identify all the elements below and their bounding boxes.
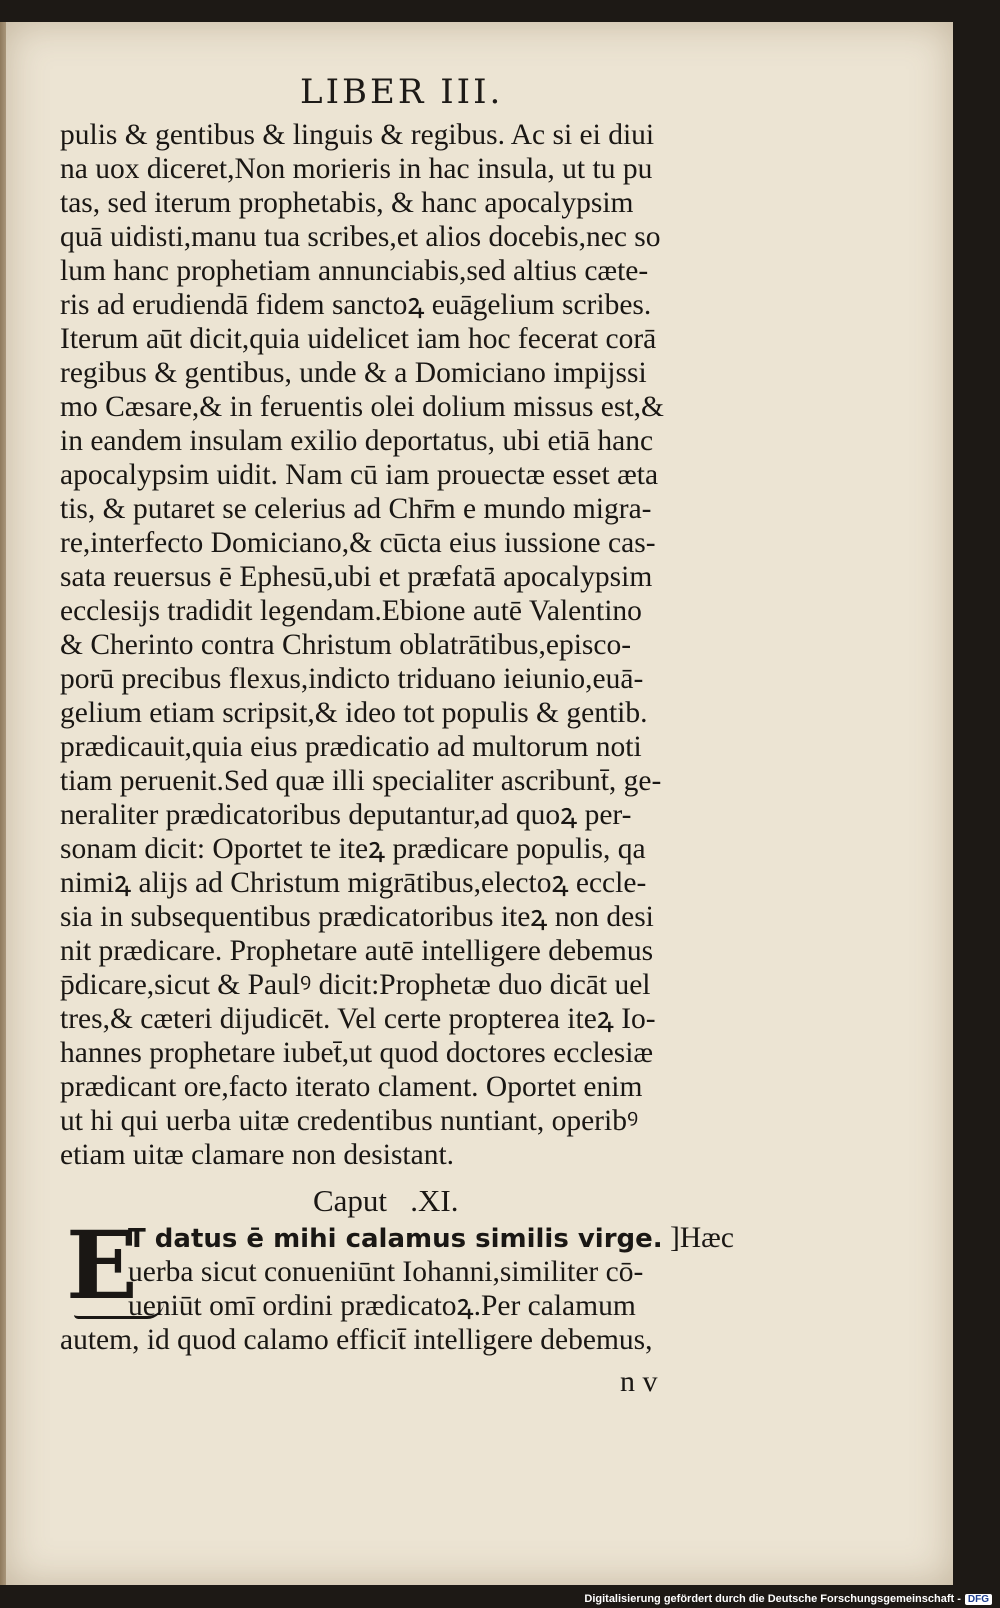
text-line: Iterum aūt dicit,quia uidelicet iam hoc fecerat corā (60, 323, 657, 355)
dfg-logo: DFG (965, 1594, 992, 1605)
text-line: sonam dicit: Oportet te iteꝝ prædicare populis, qa (60, 833, 646, 865)
text-line: & Cherinto contra Christum oblatrātibus,episco- (60, 629, 632, 661)
signature-mark: n v (620, 1365, 658, 1398)
chapter-heading: Caput .XI. (313, 1183, 459, 1218)
chapter-lemma: T datus ē mihi calamus similis virge. (128, 1224, 663, 1254)
text-line: nit prædicare. Prophetare autē intelligere debemus (60, 935, 654, 967)
text-line: uerba sicut conueniūnt Iohanni,similiter cō- (128, 1256, 644, 1288)
text-line: porū precibus flexus,indicto triduano ieiunio,euā- (60, 663, 644, 695)
text-line: regibus & gentibus, unde & a Domiciano impijssi (60, 357, 647, 389)
text-line: nimiꝝ alijs ad Christum migrātibus,electoꝝ eccle- (60, 867, 647, 899)
decorated-initial: E (66, 1211, 138, 1321)
text-line: autem, id quod calamo efficit̄ intelligere debemus, (60, 1324, 653, 1356)
text-line: prædicant ore,facto iterato clament. Oportet enim (60, 1071, 643, 1103)
text-line: tiam peruenit.Sed quæ illi specialiter ascribunt̄, ge- (60, 765, 662, 797)
text-line: re,interfecto Domiciano,& cūcta eius iussione cas- (60, 527, 656, 559)
chapter-first-line-rest: ]Hæc (670, 1222, 734, 1254)
text-line: ris ad erudiendā fidem sanctoꝝ euāgelium scribes. (60, 289, 652, 321)
text-line: ueniūt omī ordini prædicatoꝝ.Per calamum (128, 1290, 636, 1322)
text-line: tis, & putaret se celerius ad Chr̄m e mundo migra- (60, 493, 652, 525)
text-line: sata reuersus ē Ephesū,ubi et præfatā apocalypsim (60, 561, 653, 593)
text-line: gelium etiam scripsit,& ideo tot populis & gentib. (60, 697, 648, 729)
text-line: hannes prophetare iubet̄,ut quod doctores ecclesiæ (60, 1037, 654, 1069)
text-line: p̄dicare,sicut & Paulꝰ dicit:Prophetæ duo dicāt uel (60, 969, 651, 1001)
text-line: quā uidisti,manu tua scribes,et alios docebis,nec so (60, 221, 661, 253)
text-line: lum hanc prophetiam annunciabis,sed altius cæte- (60, 255, 649, 287)
text-line: etiam uitæ clamare non desistant. (60, 1139, 455, 1171)
text-line: mo Cæsare,& in feruentis olei dolium missus est,& (60, 391, 664, 423)
text-line: sia in subsequentibus prædicatoribus iteꝝ non desi (60, 901, 654, 933)
text-line: ecclesijs tradidit legendam.Ebione autē Valentino (60, 595, 642, 627)
text-line: apocalypsim uidit. Nam cū iam prouectæ esset æta (60, 459, 659, 491)
text-line: tas, sed iterum prophetabis, & hanc apocalypsim (60, 187, 634, 219)
running-head: LIBER III. (300, 72, 504, 112)
text-line: neraliter prædicatoribus deputantur,ad quoꝝ per- (60, 799, 632, 831)
text-line: prædicauit,quia eius prædicatio ad multorum noti (60, 731, 642, 763)
text-line: na uox diceret,Non morieris in hac insula, ut tu pu (60, 153, 653, 185)
text-line: in eandem insulam exilio deportatus, ubi etiā hanc (60, 425, 654, 457)
text-line: pulis & gentibus & linguis & regibus. Ac si ei diui (60, 119, 655, 151)
credit-text: Digitalisierung gefördert durch die Deutsche Forschungsgemeinschaft - (584, 1593, 961, 1605)
digitization-credit (584, 1593, 992, 1605)
text-line: ut hi qui uerba uitæ credentibus nuntiant, operibꝰ (60, 1105, 639, 1137)
chapter-first-line (128, 1221, 773, 1256)
text-line: tres,& cæteri dijudicēt. Vel certe propterea iteꝝ Io- (60, 1003, 656, 1035)
